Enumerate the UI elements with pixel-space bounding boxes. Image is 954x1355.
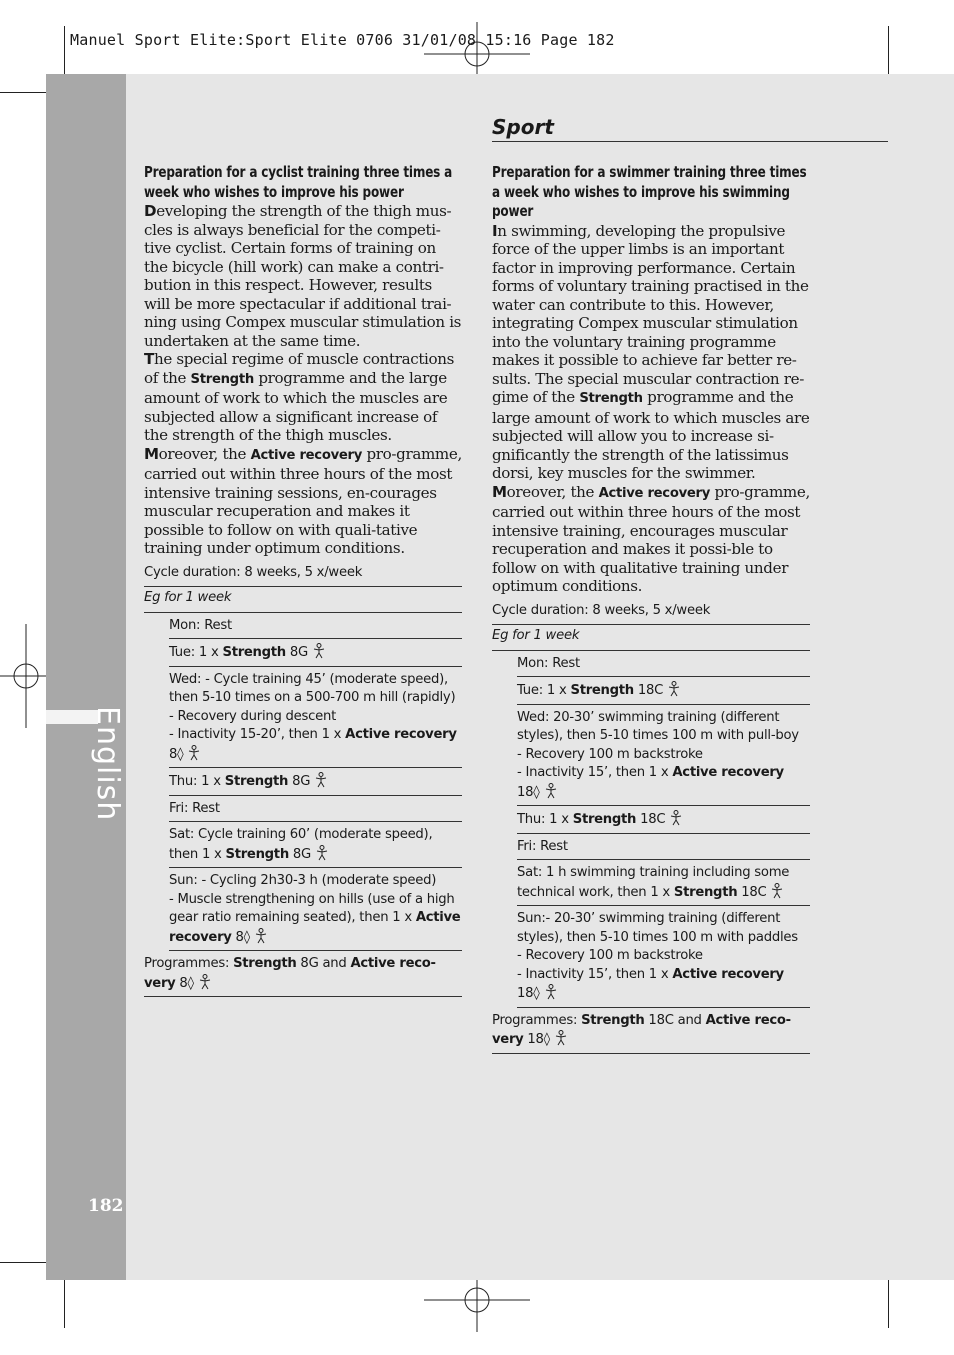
- page-number: 182: [88, 1196, 124, 1216]
- paragraph: The special regime of muscle contractions of the Strength programme and the large amount of work to which the muscles are subjected allow a significant increase of the strength of the thigh muscles.: [144, 350, 455, 444]
- example-week-heading: Eg for 1 week: [492, 625, 810, 651]
- language-label: English: [90, 706, 125, 822]
- schedule-row-tue: Tue: 1 x Strength 18C: [517, 677, 810, 705]
- swimmer-heading: Preparation for a swimmer training three times a week who wishes to improve his swimming power: [492, 163, 807, 220]
- registration-mark-bottom: [424, 1272, 530, 1332]
- schedule-row-fri: Fri: Rest: [169, 796, 462, 823]
- cycle-duration: Cycle duration: 8 weeks, 5 x/week: [144, 564, 462, 588]
- section-rule: [492, 141, 888, 142]
- schedule-row-sat: Sat: Cycle training 60’ (moderate speed), then 1 x Strength 8G: [169, 822, 462, 868]
- body-figure-icon: [187, 745, 201, 761]
- crop-mark: [64, 26, 65, 78]
- print-slug: Manuel Sport Elite:Sport Elite 0706 31/01/08 15:16 Page 182: [70, 31, 615, 49]
- body-figure-icon: [554, 1030, 568, 1046]
- language-sidebar: [46, 74, 126, 1280]
- example-week-heading: Eg for 1 week: [144, 587, 462, 613]
- body-figure-icon: [770, 883, 784, 899]
- cyclist-heading: Preparation for a cyclist training three times a week who wishes to improve his power: [144, 163, 453, 201]
- paragraph: Moreover, the Active recovery pro-gramme, carried out within three hours of the most intensive training, encourages muscular recuperation and makes it possi-ble to follow on with qualitative training under optimum conditions.: [492, 482, 810, 595]
- body-figure-icon: [544, 783, 558, 799]
- body-figure-icon: [669, 810, 683, 826]
- schedule-row-sun: Sun:- 20-30’ swimming training (different styles), then 5-10 times 100 m with paddles - Recovery 100 m backstroke - Inactivity 15’, then 1 x Active recovery 18◊: [517, 906, 810, 1008]
- schedule-row-sat: Sat: 1 h swimming training including some technical work, then 1 x Strength 18C: [517, 860, 810, 906]
- cyclist-column: [144, 163, 462, 997]
- schedule-row-thu: Thu: 1 x Strength 18C: [517, 806, 810, 834]
- swimmer-column: [492, 163, 810, 1054]
- schedule-row-sun: Sun: - Cycling 2h30-3 h (moderate speed) - Muscle strengthening on hills (use of a high gear ratio remaining seated), then 1 x Active recovery 8◊: [169, 868, 462, 951]
- body-figure-icon: [544, 984, 558, 1000]
- crop-mark: [0, 92, 52, 93]
- schedule-row-thu: Thu: 1 x Strength 8G: [169, 768, 462, 796]
- paragraph: Developing the strength of the thigh mus-cles is always beneficial for the competi-tive cyclist. Certain forms of training on the bicycle (hill work) can make a contri-bution in this respect. However, results will be more spectacular if additional trai-ning using Compex muscular stimulation is undertaken at the same time.: [144, 202, 462, 350]
- body-figure-icon: [315, 845, 329, 861]
- schedule-row-tue: Tue: 1 x Strength 8G: [169, 639, 462, 667]
- schedule-row-mon: Mon: Rest: [517, 651, 810, 678]
- crop-mark: [888, 26, 889, 78]
- cycle-duration: Cycle duration: 8 weeks, 5 x/week: [492, 602, 810, 626]
- paragraph: In swimming, developing the propulsive force of the upper limbs is an important factor in improving performance. Certain forms of voluntary training practised in the water can contribute to this. However, integrating Compex muscular stimulation into the voluntary training programme makes it possible to achieve far better re-sults. The special muscular contraction re-gime of the Strength programme and the large amount of work to which muscles are subjected will allow you to increase si-gnificantly the strength of the latissimus dorsi, key muscles for the swimmer.: [492, 221, 810, 482]
- crop-mark: [64, 1276, 65, 1328]
- body-figure-icon: [198, 974, 212, 990]
- body-figure-icon: [312, 643, 326, 659]
- schedule-row-fri: Fri: Rest: [517, 834, 810, 861]
- registration-mark-left: [0, 624, 52, 728]
- crop-mark: [888, 1276, 889, 1328]
- body-figure-icon: [667, 681, 681, 697]
- body-figure-icon: [314, 772, 328, 788]
- section-title: Sport: [492, 115, 554, 139]
- schedule-row-wed: Wed: 20-30’ swimming training (different styles), then 5-10 times 100 m with pull-boy - Recovery 100 m backstroke - Inactivity 15’, then 1 x Active recovery 18◊: [517, 705, 810, 807]
- schedule-row-mon: Mon: Rest: [169, 613, 462, 640]
- paragraph: Moreover, the Active recovery pro-gramme, carried out within three hours of the most intensive training sessions, en-courages muscular recuperation and makes it possible to follow on with quali-tative training under optimum conditions.: [144, 444, 462, 557]
- body-figure-icon: [254, 928, 268, 944]
- programmes-summary: Programmes: Strength 8G and Active reco-very 8◊: [144, 951, 462, 997]
- programmes-summary: Programmes: Strength 18C and Active reco-very 18◊: [492, 1008, 810, 1054]
- crop-mark: [0, 1262, 52, 1263]
- schedule-row-wed: Wed: - Cycle training 45’ (moderate speed), then 5-10 times on a 500-700 m hill (rapidly) - Recovery during descent - Inactivity 15-20’, then 1 x Active recovery 8◊: [169, 667, 462, 769]
